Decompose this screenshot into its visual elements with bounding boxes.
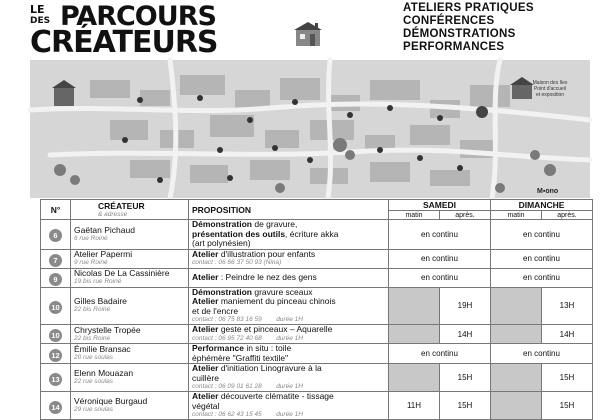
creator-name: Émilie Bransac: [74, 344, 131, 354]
sunday-morning-slot: [491, 287, 542, 325]
proposal-keyword: présentation des outils: [192, 228, 286, 239]
map-drawing: [30, 60, 590, 198]
house-icon: [290, 18, 326, 48]
creator-cell: [71, 325, 189, 344]
proposal-keyword: Atelier: [192, 363, 219, 373]
header-sun-afternoon: après.: [542, 211, 593, 220]
proposal-contact: contact : 06 75 83 16 59 durée 1H: [192, 316, 303, 323]
header-sat-afternoon: après.: [440, 211, 491, 220]
sunday-slot: en continu: [491, 220, 593, 250]
header-saturday: SAMEDI: [389, 200, 491, 211]
creator-address: 20 rue soulas: [74, 354, 114, 361]
saturday-afternoon-slot: 19H: [440, 287, 491, 325]
saturday-morning-slot: [389, 287, 440, 325]
row-number-cell: [41, 392, 71, 420]
logo-parcours: PARCOURS: [60, 1, 216, 32]
row-number: 14: [49, 401, 62, 414]
table-row: [41, 220, 593, 250]
creator-name: Atelier Papermi: [74, 249, 133, 259]
proposal-text: découverte clématite - tissage: [218, 391, 334, 401]
activity-list: [403, 2, 534, 54]
proposal-cell: [189, 268, 389, 287]
sunday-morning-slot: [491, 392, 542, 420]
saturday-slot: en continu: [389, 220, 491, 250]
header-creator-sub: & adresse: [98, 211, 128, 218]
row-number-cell: [41, 220, 71, 250]
schedule-table: [40, 199, 593, 420]
logo-le: LE: [30, 3, 45, 16]
row-number: 9: [49, 273, 62, 286]
table-row: [41, 268, 593, 287]
creator-cell: [71, 392, 189, 420]
table-row: [41, 392, 593, 420]
row-number-cell: [41, 287, 71, 325]
creator-address: 19 bis rue Roiné: [74, 278, 122, 285]
saturday-afternoon-slot: 14H: [440, 325, 491, 344]
proposal-keyword: Atelier: [192, 271, 219, 282]
sunday-slot: en continu: [491, 344, 593, 364]
table-row: [41, 364, 593, 392]
row-number-cell: [41, 344, 71, 364]
proposal-text: cuillère: [192, 372, 219, 383]
proposal-cell: [189, 287, 389, 325]
row-number-cell: [41, 364, 71, 392]
header-sunday: DIMANCHE: [491, 200, 593, 211]
saturday-morning-slot: [389, 364, 440, 392]
proposal-cell: [189, 364, 389, 392]
sunday-morning-slot: [491, 325, 542, 344]
proposal-line: [192, 402, 385, 412]
map-credit: M▪ono: [537, 188, 559, 195]
proposal-line: [192, 325, 385, 335]
row-number: 10: [49, 329, 62, 342]
proposal-text: maniement du pinceau chinois: [218, 296, 336, 306]
creator-cell: [71, 220, 189, 250]
proposal-cell: [189, 344, 389, 364]
schedule-body: [41, 220, 593, 420]
sunday-slot: en continu: [491, 249, 593, 268]
header-creator-label: CRÉATEUR: [98, 201, 145, 211]
creator-address: 22 bis Roiné: [74, 334, 111, 342]
creator-address: 29 rue soulas: [74, 406, 114, 413]
header-line-conferences: CONFÉRENCES: [403, 15, 495, 27]
creator-cell: [71, 287, 189, 325]
header-creator: [71, 200, 189, 220]
proposal-keyword: Démonstration: [192, 286, 252, 297]
proposal-cell: [189, 220, 389, 250]
proposal-cell: [189, 392, 389, 420]
sunday-morning-slot: [491, 364, 542, 392]
sunday-afternoon-slot: 15H: [542, 392, 593, 420]
saturday-morning-slot: [389, 325, 440, 344]
proposal-text: in situ : toile: [243, 343, 292, 353]
sunday-afternoon-slot: 14H: [542, 325, 593, 344]
sunday-afternoon-slot: 13H: [542, 287, 593, 325]
header-line-ateliers: ATELIERS PRATIQUES: [403, 2, 534, 14]
proposal-text: , écriture akka: [285, 228, 339, 239]
proposal-line: [192, 307, 385, 317]
proposal-keyword: Atelier: [192, 248, 219, 259]
proposal-line: [192, 250, 385, 260]
proposal-cell: [189, 249, 389, 268]
creator-address: 22 bis Roiné: [74, 306, 111, 314]
header-line-performances: PERFORMANCES: [403, 41, 505, 53]
saturday-morning-slot: 11H: [389, 392, 440, 420]
proposal-text: éphémère "Graffiti textile": [192, 352, 289, 363]
proposal-line: [192, 354, 385, 364]
saturday-afternoon-slot: 15H: [440, 392, 491, 420]
creator-name: Gaëtan Pichaud: [74, 224, 135, 235]
map-legend-line-2: Point d'accueil: [533, 86, 567, 92]
proposal-keyword: Atelier: [192, 324, 219, 335]
creator-cell: [71, 268, 189, 287]
logo-des: DES: [30, 16, 51, 26]
map-legend-line-1: Maison des Iles: [532, 80, 568, 86]
proposal-text: gravure sceaux: [251, 286, 313, 297]
proposal-text: végétal: [192, 400, 220, 411]
proposal-text: et de l'encre: [192, 305, 239, 316]
proposal-contact: contact : 06 66 37 50 93 (Nina): [192, 259, 282, 267]
creator-name: Véronique Burgaud: [74, 396, 148, 406]
logo: [30, 1, 280, 60]
proposal-text: geste et pinceaux – Aquarelle: [218, 324, 333, 335]
proposal-line: [192, 364, 385, 374]
creator-cell: [71, 249, 189, 268]
logo-createurs: CRÉATEURS: [30, 25, 218, 60]
proposal-contact: contact : 06 09 01 61 28 durée 1H: [192, 383, 303, 390]
proposal-text: de gravure,: [251, 219, 298, 229]
creator-cell: [71, 364, 189, 392]
saturday-slot: en continu: [389, 344, 491, 364]
header-sun-morning: matin: [491, 211, 542, 220]
saturday-afternoon-slot: 15H: [440, 364, 491, 392]
row-number: 7: [49, 254, 62, 267]
creator-address: 9 rue Roiné: [74, 259, 108, 266]
creator-name: Chrystelle Tropée: [74, 324, 141, 335]
proposal-line: [192, 374, 385, 384]
proposal-keyword: Atelier: [192, 296, 219, 306]
header-num: N°: [41, 200, 71, 220]
header-line-demonstrations: DÉMONSTRATIONS: [403, 28, 516, 40]
row-number: 6: [49, 229, 62, 242]
proposal-text: d'initiation Linogravure à la: [218, 363, 322, 373]
table-row: [41, 344, 593, 364]
proposal-line: [192, 392, 385, 402]
proposal-line: [192, 273, 385, 283]
header-sat-morning: matin: [389, 211, 440, 220]
proposal-text: d'illustration pour enfants: [218, 248, 316, 259]
creator-name: Nicolas De La Cassinière: [74, 268, 170, 278]
table-row: [41, 325, 593, 344]
row-number: 10: [49, 301, 62, 314]
proposal-keyword: Performance: [192, 343, 244, 353]
saturday-slot: en continu: [389, 249, 491, 268]
proposal-keyword: Atelier: [192, 391, 219, 401]
proposal-line: [192, 239, 385, 249]
creator-name: Elenn Mouazan: [74, 368, 134, 378]
row-number: 13: [49, 373, 62, 386]
town-map: [30, 60, 590, 198]
table-row: [41, 287, 593, 325]
row-number-cell: [41, 325, 71, 344]
row-number-cell: [41, 268, 71, 287]
creator-address: 22 rue soulas: [74, 378, 114, 385]
proposal-text: : Peindre le nez des gens: [218, 271, 317, 282]
row-number: 12: [49, 349, 62, 362]
proposal-cell: [189, 325, 389, 344]
saturday-slot: en continu: [389, 268, 491, 287]
proposal-contact: contact : 06 95 72 40 68 durée 1H: [192, 334, 303, 342]
table-row: [41, 249, 593, 268]
sunday-afternoon-slot: 15H: [542, 364, 593, 392]
map-legend-line-3: et exposition: [535, 92, 565, 98]
creator-address: 6 rue Roiné: [74, 234, 108, 242]
row-number-cell: [41, 249, 71, 268]
proposal-keyword: Démonstration: [192, 219, 252, 229]
sunday-slot: en continu: [491, 268, 593, 287]
header-proposal: PROPOSITION: [189, 200, 389, 220]
creator-cell: [71, 344, 189, 364]
creator-name: Gilles Badaire: [74, 296, 127, 307]
proposal-text: (art polynésien): [192, 238, 251, 248]
proposal-contact: contact : 06 62 43 15 45 durée 1H: [192, 411, 303, 418]
header: [0, 0, 600, 58]
map-legend: [515, 80, 585, 98]
